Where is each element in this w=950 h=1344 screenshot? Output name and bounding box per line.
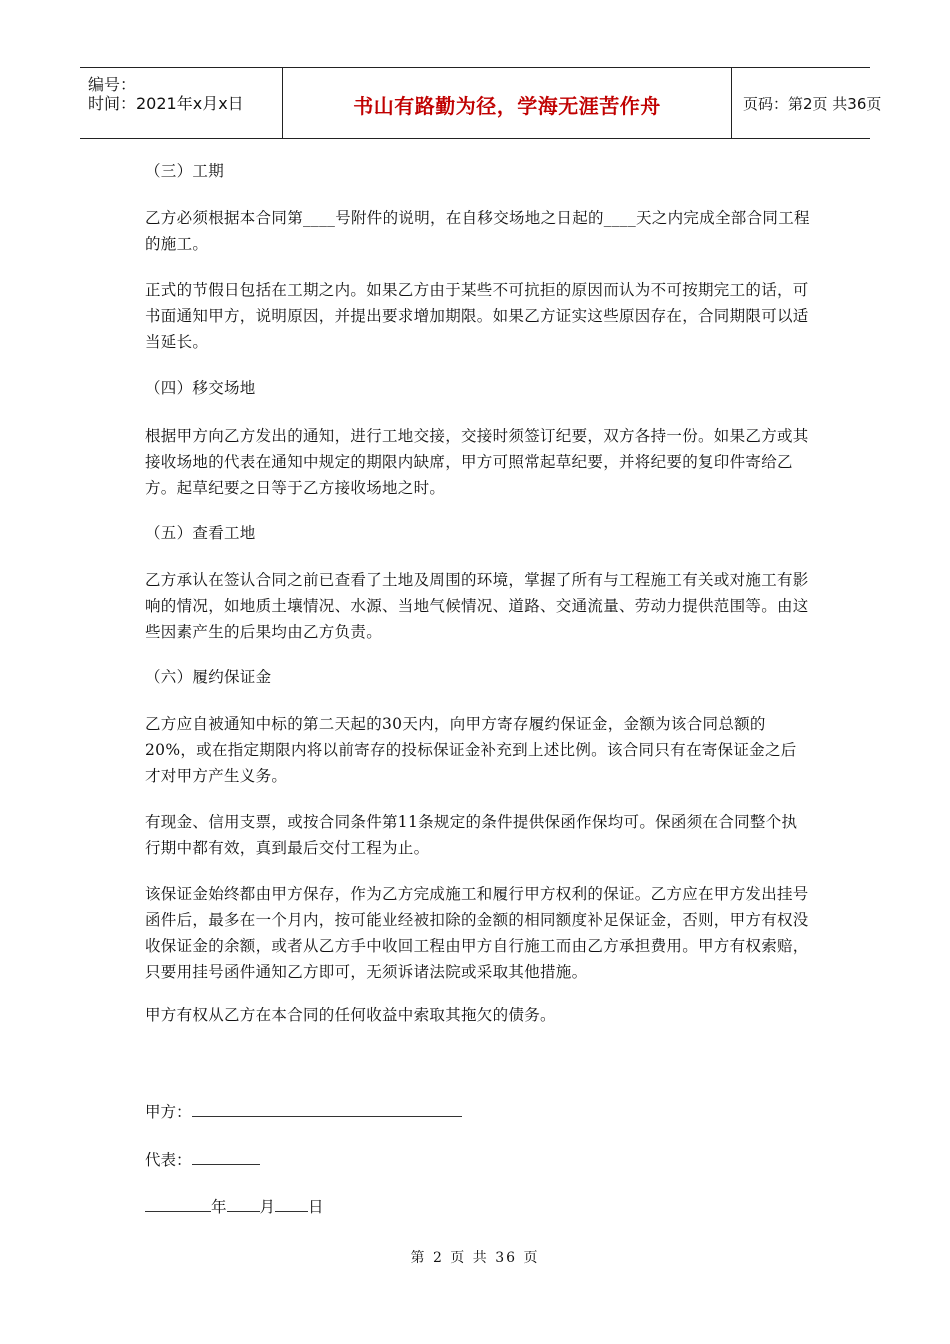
number-label: 编号： bbox=[88, 75, 137, 94]
header-meta-cell bbox=[80, 68, 282, 138]
page-footer: 第 2 页 共 36 页 bbox=[410, 1250, 540, 1266]
page-info: 页码：第2页 共36页 bbox=[743, 95, 882, 113]
section-6-paragraph-4: 甲方有权从乙方在本合同的任何收益中索取其拖欠的债务。 bbox=[145, 1006, 556, 1024]
section-5-title: （五）查看工地 bbox=[145, 524, 256, 542]
motto-text: 书山有路勤为径，学海无涯苦作舟 bbox=[353, 94, 661, 118]
date-signature-line bbox=[145, 1195, 324, 1217]
representative-signature-line bbox=[145, 1148, 260, 1170]
month-blank bbox=[227, 1197, 260, 1212]
section-4-paragraph-1: 根据甲方向乙方发出的通知，进行工地交接，交接时须签订纪要，双方各持一份。如果乙方或其接收场地的代表在通知中规定的期限内缺席，甲方可照常起草纪要，并将纪要的复印件寄给乙方。起草纪要之日等于乙方接收场地之时。 bbox=[145, 427, 809, 497]
day-label: 日 bbox=[308, 1198, 324, 1216]
section-6-paragraph-3: 该保证金始终都由甲方保存，作为乙方完成施工和履行甲方权利的保证。乙方应在甲方发出挂号函件后，最多在一个月内，按可能业经被扣除的金额的相同额度补足保证金，否则，甲方有权没收保证金的余额，或者从乙方手中收回工程由甲方自行施工而由乙方承担费用。甲方有权索赔，只要用挂号函件通知乙方即可，无须诉诸法院或采取其他措施。 bbox=[145, 885, 809, 981]
day-blank bbox=[275, 1197, 308, 1212]
representative-label: 代表： bbox=[145, 1151, 192, 1169]
document-header bbox=[80, 67, 882, 139]
section-3-paragraph-2: 正式的节假日包括在工期之内。如果乙方由于某些不可抗拒的原因而认为不可按期完工的话，可书面通知甲方，说明原因，并提出要求增加期限。如果乙方证实这些原因存在，合同期限可以适当延长。 bbox=[145, 281, 809, 351]
year-blank bbox=[145, 1197, 211, 1212]
party-a-label: 甲方： bbox=[145, 1103, 192, 1121]
section-4-title: （四）移交场地 bbox=[145, 379, 256, 397]
section-6-paragraph-2: 有现金、信用支票，或按合同条件第11条规定的条件提供保函作保均可。保函须在合同整个执行期中都有效，真到最后交付工程为止。 bbox=[145, 813, 798, 857]
party-a-blank bbox=[192, 1102, 462, 1117]
header-motto-cell bbox=[282, 68, 732, 138]
section-3-title: （三）工期 bbox=[145, 162, 225, 180]
section-6-paragraph-1: 乙方应自被通知中标的第二天起的30天内，向甲方寄存履约保证金，金额为该合同总额的20%，或在指定期限内将以前寄存的投标保证金补充到上述比例。该合同只有在寄保证金之后才对甲方产生义务。 bbox=[145, 715, 797, 785]
party-a-signature-line bbox=[145, 1100, 462, 1122]
date-label: 时间：2021年x月x日 bbox=[88, 94, 244, 113]
year-label: 年 bbox=[211, 1198, 227, 1216]
month-label: 月 bbox=[259, 1198, 276, 1216]
section-5-paragraph-1: 乙方承认在签认合同之前已查看了土地及周围的环境，掌握了所有与工程施工有关或对施工有影响的情况，如地质土壤情况、水源、当地气候情况、道路、交通流量、劳动力提供范围等。由这些因素产生的后果均由乙方负责。 bbox=[145, 571, 809, 641]
representative-blank bbox=[192, 1150, 260, 1165]
header-page-cell bbox=[731, 68, 882, 138]
section-6-title: （六）履约保证金 bbox=[145, 668, 272, 686]
section-3-paragraph-1: 乙方必须根据本合同第____号附件的说明，在自移交场地之日起的____天之内完成全部合同工程的施工。 bbox=[145, 209, 810, 253]
